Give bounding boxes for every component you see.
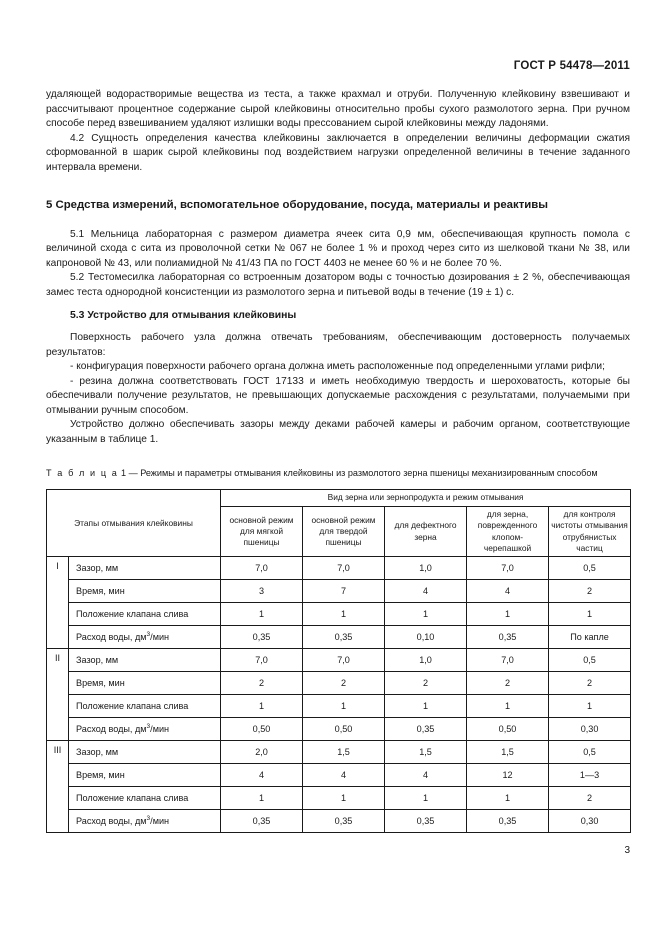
table-caption — [46, 467, 630, 480]
value-cell: 2 — [221, 672, 303, 695]
table-row — [47, 787, 631, 810]
value-cell: 1—3 — [549, 764, 631, 787]
value-cell: 1 — [467, 787, 549, 810]
table-row — [47, 603, 631, 626]
value-cell: 1 — [303, 787, 385, 810]
value-cell: 7,0 — [221, 557, 303, 580]
value-cell: 1,0 — [385, 649, 467, 672]
row-label-cell: Расход воды, $дм^3$/мин — [69, 626, 221, 649]
value-cell: 7 — [303, 580, 385, 603]
header-col-bug-damaged-grain: для зерна, поврежденного клопом-черепашкой — [467, 506, 549, 557]
spacer — [46, 301, 630, 309]
value-cell: 0,5 — [549, 557, 631, 580]
value-cell: 0,5 — [549, 741, 631, 764]
value-cell: 0,50 — [467, 718, 549, 741]
value-cell: 0,35 — [385, 810, 467, 833]
value-cell: 1 — [303, 695, 385, 718]
table-row — [47, 649, 631, 672]
table-washing-modes — [46, 489, 631, 833]
value-cell: 1 — [549, 603, 631, 626]
value-cell: 4 — [467, 580, 549, 603]
paragraph-5-1: 5.1 Мельница лабораторная с размером диаметра ячеек сита 0,9 мм, обеспечивающая крупность помола с величиной схода с сита из проволочной сетки № 067 не более 1 % и проход через сито из шелковой ткани № 38, или капроновой № 43, или полиамидной № 41/43 ПА по ГОСТ 4403 не менее 60 % и не более 70 %. — [46, 228, 630, 269]
table-head — [47, 490, 631, 557]
value-cell: 2 — [467, 672, 549, 695]
value-cell: 1,0 — [385, 557, 467, 580]
document-body — [46, 88, 630, 833]
table-row — [47, 741, 631, 764]
paragraph-4-2: 4.2 Сущность определения качества клейковины заключается в определении величины деформации сжатия сформованной в шарик сырой клейковины под воздействием нагрузки определенной величины в течение заданного интервала времени. — [46, 132, 630, 173]
value-cell: 0,35 — [385, 718, 467, 741]
header-group-span: Вид зерна или зернопродукта и режим отмывания — [221, 490, 631, 506]
value-cell: 3 — [221, 580, 303, 603]
row-label-cell: Расход воды, $дм^3$/мин — [69, 810, 221, 833]
value-cell: 0,35 — [221, 810, 303, 833]
header-stage: Этапы отмывания клейковины — [47, 490, 221, 557]
section-5-heading: 5 Средства измерений, вспомогательное оборудование, посуда, материалы и реактивы — [46, 199, 549, 212]
value-cell: 4 — [221, 764, 303, 787]
value-cell: 1,5 — [385, 741, 467, 764]
table-row — [47, 810, 631, 833]
value-cell: 2 — [385, 672, 467, 695]
row-label-cell: Зазор, мм — [69, 649, 221, 672]
value-cell: 0,35 — [467, 626, 549, 649]
paragraph-5-3-intro: Поверхность рабочего узла должна отвечать требованиям, обеспечивающим достоверность получаемых результатов: — [46, 332, 630, 358]
superscript-cubic: 3 — [146, 722, 151, 730]
table-row — [47, 557, 631, 580]
table-caption-dash: — — [128, 468, 138, 479]
value-cell: 12 — [467, 764, 549, 787]
value-cell: 2 — [549, 672, 631, 695]
value-cell: 0,50 — [303, 718, 385, 741]
header-col-bran-purity-control: для контроля чистоты отмывания отрубянистых частиц — [549, 506, 631, 557]
group-number-cell: II — [47, 649, 69, 741]
row-label-cell: Время, мин — [69, 764, 221, 787]
value-cell: 1,5 — [467, 741, 549, 764]
table-caption-number: 1 — [120, 468, 127, 479]
value-cell: 0,35 — [303, 810, 385, 833]
bullet-item-2: - резина должна соответствовать ГОСТ 17133 и иметь необходимую твердость и шероховатость, которые бы обеспечивали получение результатов, не превышающих допускаемые расхождения с результатами, получаемыми при отмывании ручным способом. — [46, 375, 630, 416]
table-body — [47, 557, 631, 833]
value-cell: 1 — [549, 695, 631, 718]
value-cell: 4 — [385, 580, 467, 603]
page-number: 3 — [624, 845, 630, 856]
row-label-cell: Положение клапана слива — [69, 787, 221, 810]
subsection-5-3-heading: 5.3 Устройство для отмывания клейковины — [70, 309, 297, 321]
row-label-cell: Зазор, мм — [69, 741, 221, 764]
value-cell: 0,30 — [549, 810, 631, 833]
value-cell: 1 — [385, 603, 467, 626]
row-label-cell: Положение клапана слива — [69, 603, 221, 626]
header-col-defective-grain: для дефектного зерна — [385, 506, 467, 557]
value-cell: По капле — [549, 626, 631, 649]
value-cell: 7,0 — [303, 649, 385, 672]
table-row — [47, 718, 631, 741]
value-cell: 1 — [303, 603, 385, 626]
table-row — [47, 764, 631, 787]
row-label-cell: Положение клапана слива — [69, 695, 221, 718]
header-col-hard-wheat: основной режим для твердой пшеницы — [303, 506, 385, 557]
row-label-cell: Время, мин — [69, 580, 221, 603]
spacer — [46, 175, 630, 197]
value-cell: 4 — [385, 764, 467, 787]
row-label-cell: Зазор, мм — [69, 557, 221, 580]
value-cell: 1 — [385, 787, 467, 810]
value-cell: 7,0 — [221, 649, 303, 672]
value-cell: 1 — [385, 695, 467, 718]
spacer — [46, 214, 630, 228]
value-cell: 1 — [467, 695, 549, 718]
page-header-standard-ref: ГОСТ Р 54478—2011 — [513, 60, 630, 72]
table-row — [47, 672, 631, 695]
group-number-cell: III — [47, 741, 69, 833]
value-cell: 0,35 — [467, 810, 549, 833]
value-cell: 0,35 — [221, 626, 303, 649]
value-cell: 1 — [467, 603, 549, 626]
group-number-cell: I — [47, 557, 69, 649]
value-cell: 7,0 — [303, 557, 385, 580]
table-header-row-1 — [47, 490, 631, 506]
table-row — [47, 695, 631, 718]
value-cell: 2,0 — [221, 741, 303, 764]
paragraph-5-3-end: Устройство должно обеспечивать зазоры между деками рабочей камеры и рабочим органом, соответствующие указанным в таблице 1. — [46, 419, 630, 445]
spacer — [46, 447, 630, 467]
value-cell: 0,35 — [303, 626, 385, 649]
value-cell: 0,10 — [385, 626, 467, 649]
row-label-cell: Время, мин — [69, 672, 221, 695]
value-cell: 0,5 — [549, 649, 631, 672]
table-row — [47, 626, 631, 649]
value-cell: 7,0 — [467, 557, 549, 580]
table-row — [47, 580, 631, 603]
paragraph-continued: удаляющей водорастворимые вещества из теста, а также крахмал и отруби. Полученную клейковину взвешивают и рассчитывают процентное содержание сырой клейковины относительно пробы сухого размолотого зерна. При ручном способе перед взвешиванием удаляют излишки воды прессованием сырой клейковины между ладонями. — [46, 89, 630, 130]
value-cell: 2 — [303, 672, 385, 695]
value-cell: 2 — [549, 580, 631, 603]
value-cell: 1 — [221, 695, 303, 718]
superscript-cubic: 3 — [146, 630, 151, 638]
value-cell: 0,30 — [549, 718, 631, 741]
table-caption-label: Т а б л и ц а — [46, 468, 119, 479]
superscript-cubic: 3 — [146, 814, 151, 822]
value-cell: 1 — [221, 603, 303, 626]
table-caption-text: Режимы и параметры отмывания клейковины из размолотого зерна пшеницы механизированным способом — [140, 468, 598, 479]
value-cell: 0,50 — [221, 718, 303, 741]
value-cell: 2 — [549, 787, 631, 810]
value-cell: 1,5 — [303, 741, 385, 764]
bullet-item-1: - конфигурация поверхности рабочего органа должна иметь расположенные под определенными углами рифли; — [70, 361, 605, 373]
paragraph-5-2: 5.2 Тестомесилка лабораторная со встроенным дозатором воды с точностью дозирования ± 2 %, обеспечивающая замес теста однородной консистенции из размолотого зерна и питьевой воды в течение (19 ± 1) с. — [46, 272, 630, 298]
value-cell: 7,0 — [467, 649, 549, 672]
spacer — [46, 323, 630, 331]
header-col-soft-wheat: основной режим для мягкой пшеницы — [221, 506, 303, 557]
row-label-cell: Расход воды, $дм^3$/мин — [69, 718, 221, 741]
value-cell: 4 — [303, 764, 385, 787]
value-cell: 1 — [221, 787, 303, 810]
